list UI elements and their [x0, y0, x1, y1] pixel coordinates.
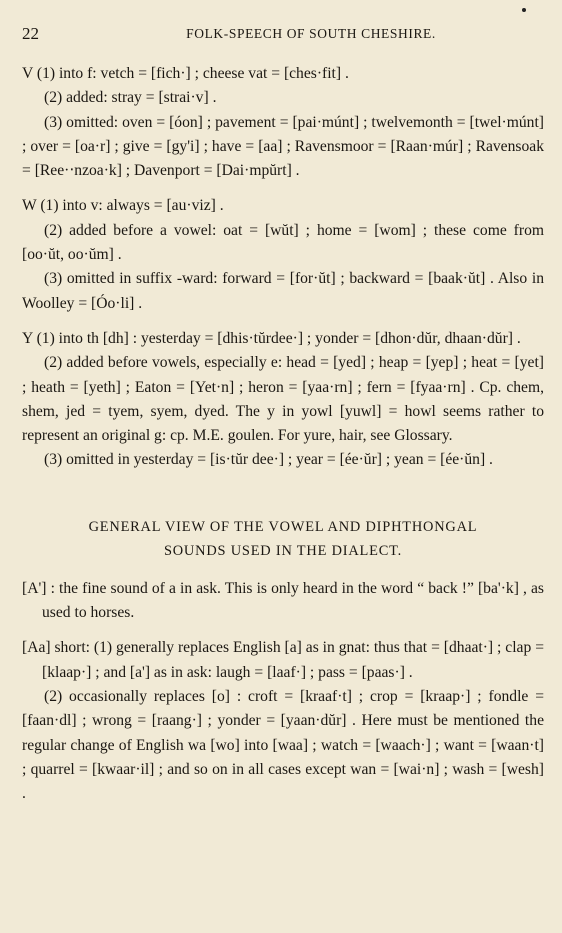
entry-w	[22, 194, 544, 315]
paragraph: [A'] : the fine sound of a in ask. This is only heard in the word “ back !” [ba'·k] , as used to horses.	[22, 579, 544, 622]
section-heading-line: SOUNDS USED IN THE DIALECT.	[163, 542, 403, 559]
paragraph: Y (1) into th [dh] : yesterday = [dhis·tŭrdee·] ; yonder = [dhon·dŭr, dhaan·dŭr] .	[22, 329, 521, 347]
section-heading-line: GENERAL VIEW OF THE VOWEL AND DIPHTHONGAL	[88, 518, 478, 535]
ink-dot	[522, 8, 526, 12]
entry-v	[22, 62, 544, 183]
paragraph: (3) omitted in yesterday = [is·tŭr dee·] ; year = [ée·ŭr] ; yean = [ée·ŭn] .	[44, 451, 493, 469]
paragraph: (2) added before a vowel: oat = [wŭt] ; home = [wom] ; these come from [oo·ŭt, oo·ŭm] .	[22, 221, 544, 264]
entry-y	[22, 327, 544, 473]
vowel-a-long	[22, 577, 544, 626]
page-number: 22	[22, 24, 39, 43]
running-head: FOLK-SPEECH OF SOUTH CHESHIRE.	[186, 26, 436, 41]
section-heading	[22, 515, 544, 563]
paragraph: (2) added before vowels, especially e: head = [yed] ; heap = [yep] ; heat = [yet] ; heath = [yeth] ; Eaton = [Yet·n] ; heron = [yaa·rn] ; fern = [fyaa·rn] . Cp. chem, shem, jed = tyem, syem, dyed. The y in yowl [yuwl] = howl seems rather to represent an original g: cp. M.E. goulen. For yure, hair, see Glossary.	[22, 354, 544, 445]
paragraph: W (1) into v: always = [au·viz] .	[22, 197, 224, 215]
paragraph: (2) occasionally replaces [o] : croft = [kraaf·t] ; crop = [kraap·] ; fondle = [faan·dl] ; wrong = [raang·] ; yonder = [yaan·dŭr] . Here must be mentioned the regular change of English wa [wo] into [waa] ; watch = [waach·] ; want = [waan·t] ; quarrel = [kwaar·il] ; and so on in all cases except wan = [wai·n] ; wash = [wesh] .	[22, 687, 544, 803]
paragraph: V (1) into f: vetch = [fich·] ; cheese vat = [ches·fit] .	[22, 65, 349, 82]
page-header	[22, 24, 540, 46]
vowel-aa-short	[22, 636, 544, 806]
paragraph: [Aa] short: (1) generally replaces English [a] as in gnat: thus that = [dhaat·] ; clap = [klaap·] ; and [a'] as in ask: laugh = [laaf·] ; pass = [paas·] .	[22, 639, 544, 681]
page-body	[22, 62, 544, 817]
paragraph: (2) added: stray = [strai·v] .	[44, 89, 217, 107]
paragraph: (3) omitted in suffix -ward: forward = [for·ŭt] ; backward = [baak·ŭt] . Also in Woolley = [Óo·li] .	[22, 270, 544, 312]
paragraph: (3) omitted: oven = [óon] ; pavement = [pai·múnt] ; twelvemonth = [twel·múnt] ; over = [oa·r] ; give = [gy'i] ; have = [aa] ; Ravensmoor = [Raan·múr] ; Ravensoak = [Ree·‧nzoa·k] ; Davenport = [Dai·mpŭrt] .	[22, 113, 544, 180]
